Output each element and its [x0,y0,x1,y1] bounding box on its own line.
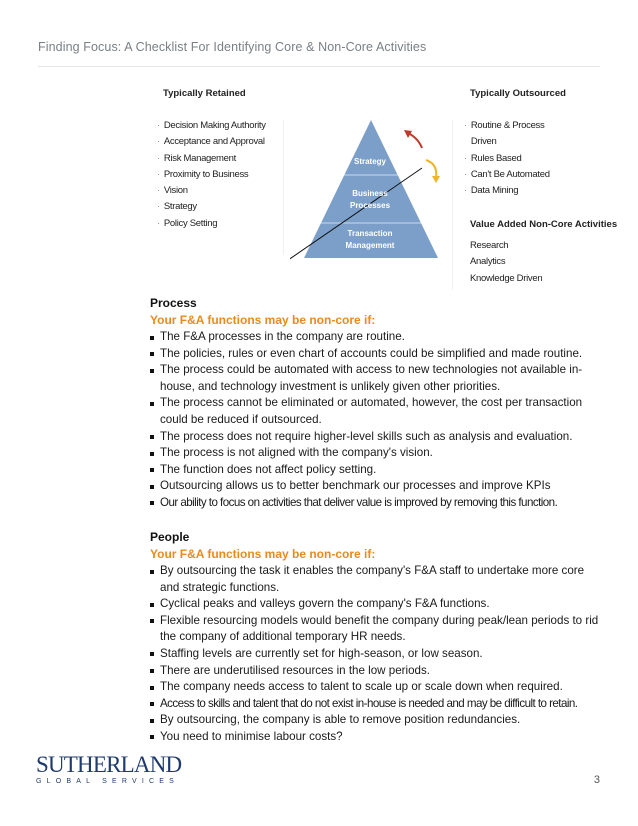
list-item: · Strategy [157,201,197,213]
logo-tagline: GLOBAL SERVICES [36,778,179,785]
yellow-arrow-icon [426,160,436,178]
header-divider [38,66,600,67]
outsourced-heading: Typically Outsourced [470,88,566,99]
list-item: By outsourcing the task it enables the company's F&A staff to undertake more core and strategic functions. [150,563,600,596]
list-item: Staffing levels are currently set for high-season, or low season. [150,646,600,663]
page-number: 3 [593,774,600,786]
list-item: · Acceptance and Approval [157,136,265,148]
list-item: Flexible resourcing models would benefit the company during peak/lean periods to rid the company of additional temporary HR needs. [150,613,600,646]
retained-list [157,118,266,232]
list-item: · Vision [157,185,188,197]
pyramid-label-business: Business [352,189,388,198]
pyramid-label-strategy: Strategy [353,157,387,166]
value-added-list [470,238,542,287]
process-list [150,329,600,512]
list-item: · Policy Setting [157,217,218,229]
list-item: · Can't Be Automated [464,168,550,180]
retained-heading: Typically Retained [163,88,246,99]
list-item: By outsourcing, the company is able to remove position redundancies. [150,712,600,729]
list-item: · Proximity to Business [157,168,249,180]
pyramid-label-processes: Processes [349,201,391,210]
divider-left [283,120,284,255]
list-item: The company needs access to talent to scale up or scale down when required. [150,679,600,696]
list-item: The process cannot be eliminated or automated, however, the cost per transaction could be reduced if outsourced. [150,395,600,428]
red-arrow-icon [408,133,422,148]
pyramid-label-transaction: Transaction [347,229,393,238]
list-item: Knowledge Driven [470,272,543,284]
people-title: People [150,530,190,544]
list-item: Our ability to focus on activities that deliver value is improved by removing this function. [150,495,600,512]
list-item: The process could be automated with access to new technologies not available in-house, and technology investment is unlikely given other priorities. [150,362,600,395]
people-subtitle: Your F&A functions may be non-core if: [150,547,376,561]
list-item: The process is not aligned with the company's vision. [150,445,600,462]
list-item: The F&A processes in the company are routine. [150,329,600,346]
list-item: · Decision Making Authority [157,120,266,131]
outsourced-list [464,118,550,199]
logo-wordmark: SUTHERLAND [36,752,182,777]
pyramid-label-management: Management [345,241,395,250]
list-item: The policies, rules or even chart of accounts could be simplified and made routine. [150,346,600,363]
list-item: Outsourcing allows us to better benchmark our processes and improve KPIs [150,478,600,495]
list-item: Cyclical peaks and valleys govern the company's F&A functions. [150,596,600,613]
page-header-title: Finding Focus: A Checklist For Identifying Core & Non-Core Activities [38,40,427,54]
list-item: Access to skills and talent that do not exist in-house is needed and may be difficult to retain. [150,696,600,713]
list-item: There are underutilised resources in the low periods. [150,663,600,680]
list-item: Analytics [470,256,506,268]
list-item: Research [470,240,509,251]
yellow-arrowhead-icon [432,176,440,183]
list-item: · Risk Management [157,152,236,164]
process-title: Process [150,296,197,310]
process-subtitle: Your F&A functions may be non-core if: [150,313,376,327]
divider-right [452,120,453,290]
list-item: · Data Mining [464,185,519,197]
people-list [150,563,600,746]
pyramid-diagram [290,120,450,260]
list-item: The function does not affect policy setting. [150,462,600,479]
list-item: · Rules Based [464,152,522,164]
sutherland-logo [36,754,181,785]
list-item: · Routine & Process [464,120,545,131]
list-item: The process does not require higher-level skills such as analysis and evaluation. [150,429,600,446]
list-item: You need to minimise labour costs? [150,729,600,746]
list-item: Driven [470,136,497,148]
value-added-heading: Value Added Non-Core Activities [470,219,618,230]
